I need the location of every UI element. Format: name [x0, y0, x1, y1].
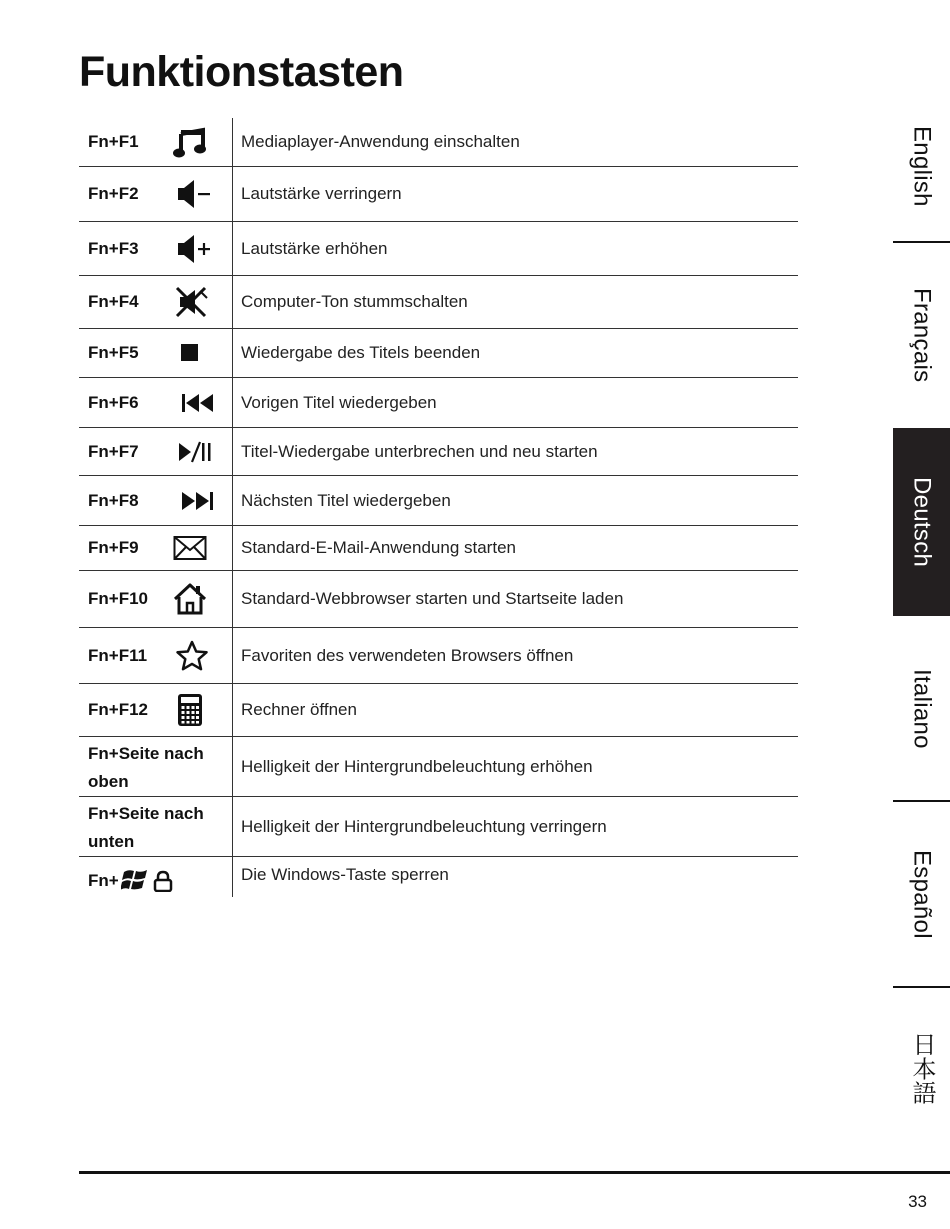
tab-espanol[interactable]: Español — [908, 849, 936, 939]
tab-japanese[interactable]: 日本語 — [908, 1031, 935, 1105]
lock-icon — [153, 870, 173, 892]
table-row — [79, 329, 798, 378]
key-description: Standard-E-Mail-Anwendung starten — [241, 538, 516, 557]
key-description: Helligkeit der Hintergrundbeleuchtung erhöhen — [241, 756, 593, 776]
key-combination: Fn+F4 — [88, 292, 139, 311]
volume-down-icon — [174, 177, 210, 211]
table-row — [79, 378, 798, 428]
key-description: Mediaplayer-Anwendung einschalten — [241, 132, 520, 151]
table-row — [79, 737, 798, 797]
key-description: Favoriten des verwendeten Browsers öffnen — [241, 645, 574, 665]
key-combination: Fn+F3 — [88, 238, 139, 258]
key-combination: Fn+F7 — [88, 441, 139, 461]
calculator-icon — [172, 693, 208, 727]
key-description: Lautstärke verringern — [241, 184, 402, 203]
page-number: 33 — [908, 1192, 927, 1211]
key-description: Vorigen Titel wiedergeben — [241, 392, 437, 412]
previous-track-icon — [180, 386, 216, 420]
key-description: Rechner öffnen — [241, 700, 357, 719]
table-row — [79, 222, 798, 276]
key-combination: Fn+F11 — [88, 645, 148, 665]
table-row — [79, 526, 798, 571]
table-row — [79, 276, 798, 329]
volume-up-icon — [174, 232, 210, 266]
table-row — [79, 428, 798, 476]
mail-icon — [172, 531, 208, 565]
key-combination: Fn+Seite nach oben — [88, 744, 204, 791]
key-description: Lautstärke erhöhen — [241, 238, 388, 258]
table-row — [79, 571, 798, 628]
key-description: Standard-Webbrowser starten und Startseite laden — [241, 589, 624, 608]
page-title: Funktionstasten — [79, 48, 404, 96]
key-combination: Fn+F10 — [88, 589, 148, 608]
tab-english[interactable]: English — [908, 125, 936, 207]
tab-italiano[interactable]: Italiano — [908, 668, 936, 749]
key-combination: Fn+F8 — [88, 490, 139, 510]
key-description: Helligkeit der Hintergrundbeleuchtung verringern — [241, 816, 607, 836]
key-description: Wiedergabe des Titels beenden — [241, 343, 481, 362]
key-combination: Fn+F9 — [88, 538, 139, 557]
table-row — [79, 628, 798, 684]
next-track-icon — [180, 484, 216, 518]
key-combination: Fn+Seite nach unten — [88, 804, 204, 851]
key-description: Titel-Wiedergabe unterbrechen und neu starten — [241, 441, 598, 461]
key-description: Computer-Ton stummschalten — [241, 292, 468, 311]
key-combination: Fn+F12 — [88, 700, 148, 719]
function-keys-table — [79, 118, 798, 897]
key-combination: Fn+F2 — [88, 184, 139, 203]
key-combination: Fn+F1 — [88, 132, 139, 151]
table-row — [79, 167, 798, 222]
key-combination: Fn+ — [88, 871, 119, 890]
key-description: Die Windows-Taste sperren — [241, 865, 449, 884]
stop-icon — [172, 336, 208, 370]
tab-deutsch[interactable]: Deutsch — [893, 428, 950, 616]
table-row — [79, 476, 798, 526]
key-description: Nächsten Titel wiedergeben — [241, 490, 451, 510]
table-row — [79, 797, 798, 857]
table-row — [79, 857, 798, 897]
home-icon — [172, 582, 208, 616]
play-pause-icon — [177, 435, 213, 469]
key-combination: Fn+F5 — [88, 343, 139, 362]
key-combination: Fn+F6 — [88, 392, 139, 412]
star-icon — [174, 639, 210, 673]
table-row — [79, 684, 798, 737]
mute-icon — [174, 285, 210, 319]
music-note-icon — [172, 125, 208, 159]
table-row — [79, 118, 798, 167]
windows-logo-icon — [121, 868, 151, 894]
tab-francais[interactable]: Français — [908, 287, 936, 383]
footer-divider — [79, 1171, 950, 1174]
